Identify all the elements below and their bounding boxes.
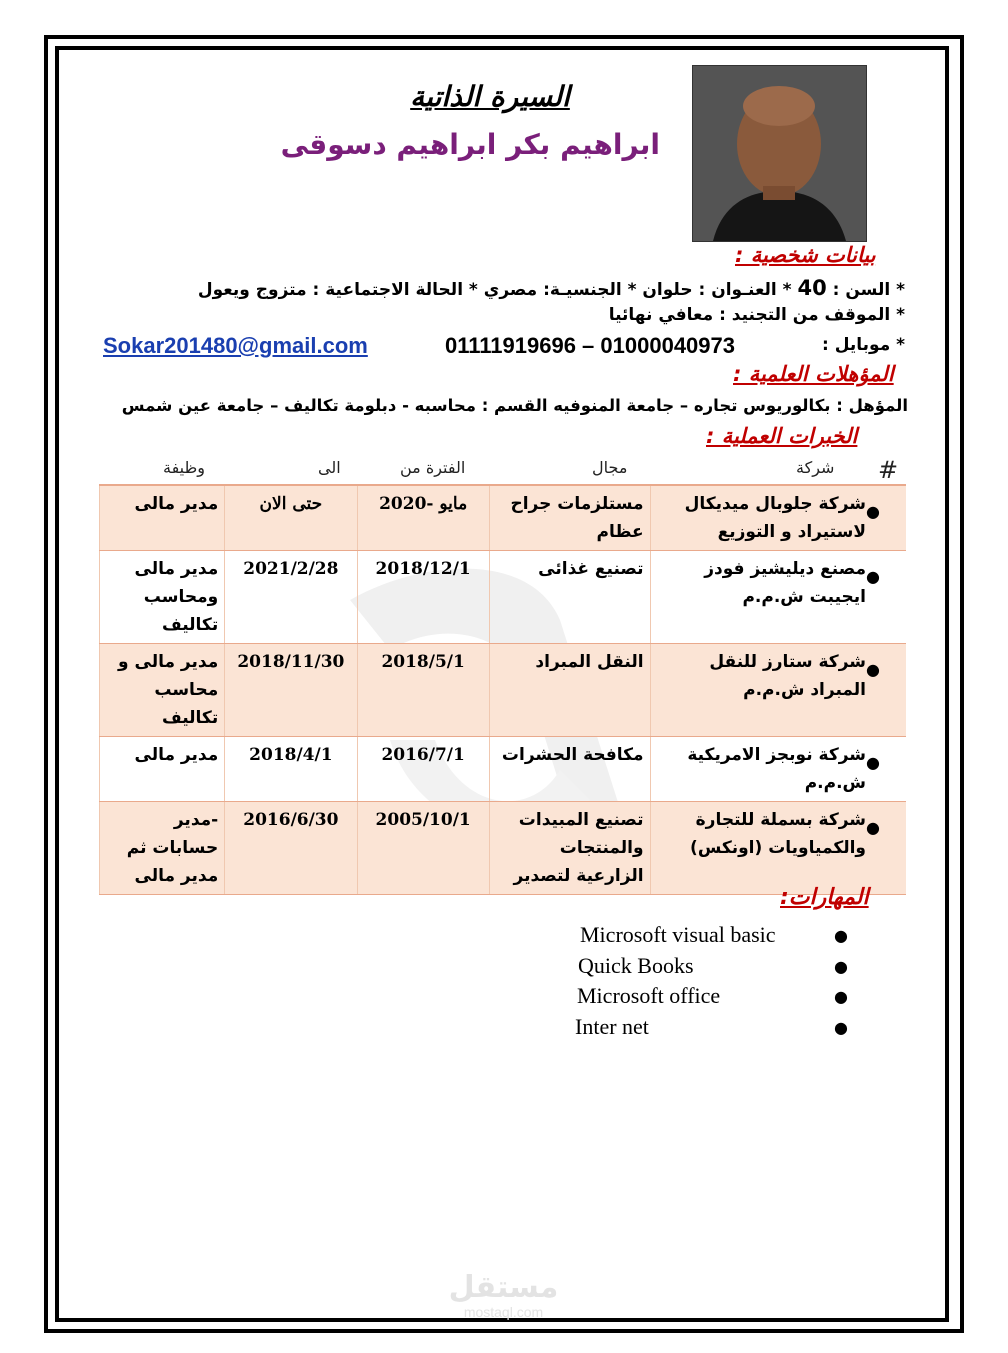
candidate-name: ابراهيم بكر ابراهيم دسوقى bbox=[280, 128, 660, 161]
mobile-label: * موبايل : bbox=[822, 335, 906, 355]
company-cell: شركة ستارز للنقل المبراد ش.م.م bbox=[709, 652, 866, 700]
bullet-icon: ● bbox=[866, 660, 880, 679]
to-cell: 2021/2/28 bbox=[225, 551, 357, 644]
bullet-icon: ● bbox=[834, 1018, 848, 1037]
from-cell: 2018/12/1 bbox=[357, 551, 489, 644]
table-row bbox=[100, 802, 907, 895]
table-row bbox=[100, 551, 907, 644]
bullet-icon: ● bbox=[866, 818, 880, 837]
job-cell: مدير مالى bbox=[100, 485, 225, 551]
bullet-icon: ● bbox=[866, 567, 880, 586]
military-status: * الموقف من التجنيد : معافي نهائيا bbox=[608, 305, 905, 325]
mostaql-logo bbox=[441, 1272, 566, 1322]
col-head-to: الى bbox=[318, 458, 341, 477]
bullet-icon: ● bbox=[834, 987, 848, 1006]
bullet-icon: ● bbox=[834, 957, 848, 976]
col-head-field: مجال bbox=[592, 458, 628, 477]
logo-arabic: مستقل bbox=[448, 1270, 559, 1305]
from-cell: 2016/7/1 bbox=[357, 737, 489, 802]
to-cell: 2018/11/30 bbox=[225, 644, 357, 737]
field-cell: مكافحة الحشرات bbox=[489, 737, 650, 802]
skills-heading: المهارات: bbox=[780, 885, 869, 910]
company-cell: شركة بسملة للتجارة والكمياويات (اونكس) bbox=[690, 810, 866, 858]
from-cell: مايو -2020 bbox=[357, 485, 489, 551]
company-cell: شركة نوبجز الامريكية ش.م.م bbox=[687, 745, 866, 793]
phone-numbers: 01111919696 – 01000040973 bbox=[445, 333, 735, 358]
table-row bbox=[100, 737, 907, 802]
job-cell: -مدير حسابات ثم مدير مالى bbox=[100, 802, 225, 895]
field-cell: النقل المبراد bbox=[489, 644, 650, 737]
table-row bbox=[100, 644, 907, 737]
company-cell: مصنع ديليشيز فودز ايجيبت ش.م.م bbox=[704, 559, 866, 607]
personal-line-1-rest: * العنـوان : حلوان * الجنسيـة: مصري * الحالة الاجتماعية : متزوج ويعول bbox=[197, 280, 792, 300]
logo-latin: mostaql.com bbox=[463, 1304, 544, 1320]
table-row bbox=[100, 485, 907, 551]
skill-item: Quick Books bbox=[578, 953, 694, 978]
job-cell: مدير مالى ومحاسب تكاليف bbox=[100, 551, 225, 644]
bullet-icon: ● bbox=[866, 753, 880, 772]
qualifications-text: المؤهل : بكالوريوس تجاره – جامعة المنوفيه القسم : محاسبه - دبلومة تكاليف – جامعة عين شمس bbox=[121, 396, 908, 415]
email-link[interactable]: Sokar201480@gmail.com bbox=[103, 333, 368, 358]
col-head-company: شركة bbox=[796, 458, 835, 477]
company-cell: شركة جلوبال ميديكال لاستيراد و التوزيع bbox=[684, 494, 866, 542]
skill-item: Microsoft office bbox=[577, 983, 721, 1008]
col-head-from: الفترة من bbox=[400, 458, 466, 477]
to-cell: 2018/4/1 bbox=[225, 737, 357, 802]
bullet-icon: ● bbox=[866, 502, 880, 521]
experience-heading: الخبرات العملية : bbox=[706, 424, 858, 448]
field-cell: تصنيع غذائى bbox=[489, 551, 650, 644]
qualifications-heading: المؤهلات العلمية : bbox=[733, 362, 894, 386]
field-cell: مستلزمات جراح عظام bbox=[489, 485, 650, 551]
age-value: 40 bbox=[797, 276, 827, 300]
col-head-job: وظيفة bbox=[163, 458, 205, 477]
col-head-index: # bbox=[878, 456, 899, 484]
to-cell: حتى الان bbox=[225, 485, 357, 551]
personal-line-1 bbox=[198, 276, 905, 300]
profile-photo bbox=[692, 65, 867, 242]
skill-item: Inter net bbox=[575, 1014, 649, 1039]
from-cell: 2018/5/1 bbox=[357, 644, 489, 737]
skill-item: Microsoft visual basic bbox=[580, 922, 776, 947]
field-cell: تصنيع المبيدات والمنتجات الزارعية لتصدير bbox=[489, 802, 650, 895]
experience-table bbox=[99, 484, 906, 895]
job-cell: مدير مالى bbox=[100, 737, 225, 802]
personal-data-heading: بيانات شخصية : bbox=[735, 243, 876, 267]
from-cell: 2005/10/1 bbox=[357, 802, 489, 895]
to-cell: 2016/6/30 bbox=[225, 802, 357, 895]
age-label: * السن : bbox=[832, 280, 905, 300]
job-cell: مدير مالى و محاسب تكاليف bbox=[100, 644, 225, 737]
cv-title: السيرة الذاتية bbox=[410, 80, 570, 113]
bullet-icon: ● bbox=[834, 926, 848, 945]
